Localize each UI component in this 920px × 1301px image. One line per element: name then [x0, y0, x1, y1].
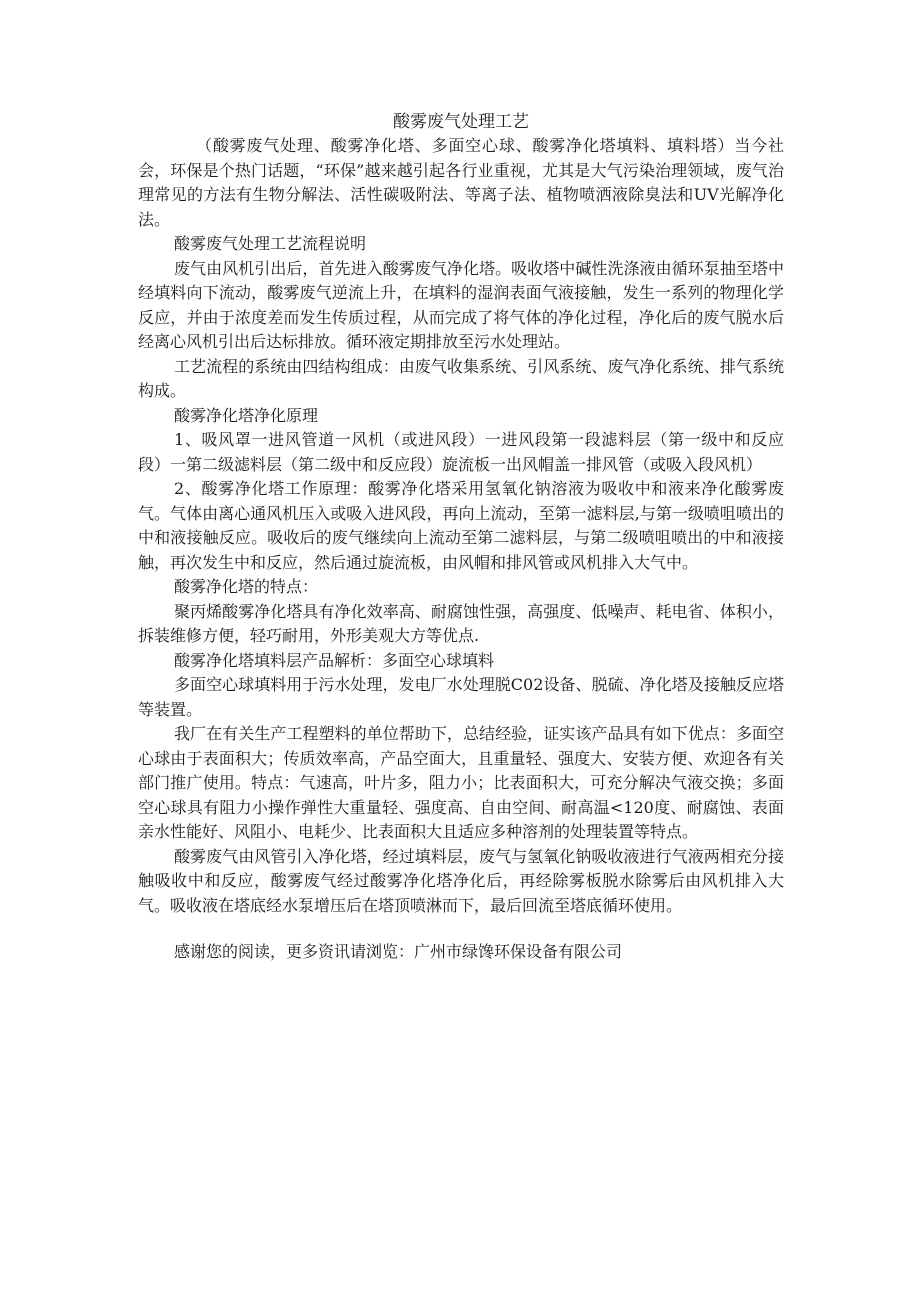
- features-paragraph-1: 聚丙烯酸雾净化塔具有净化效率高、耐腐蚀性强，高强度、低噪声、耗电省、体积小，拆装维修方便，轻巧耐用，外形美观大方等优点.: [138, 601, 784, 645]
- section-heading-packing: 酸雾净化塔填料层产品解析：多面空心球填料: [174, 650, 495, 670]
- section-heading-process: 酸雾废气处理工艺流程说明: [174, 234, 367, 253]
- closing-note: 感谢您的阅读，更多资讯请浏览：广州市绿馋环保设备有限公司: [174, 942, 623, 961]
- packing-paragraph-3: 酸雾废气由风管引入净化塔，经过填料层，废气与氢氧化钠吸收液进行气液两相充分接触吸收中和反应，酸雾废气经过酸雾净化塔净化后，再经除雾板脱水除雾后由风机排入大气。吸收液在塔底经水泵增压后在塔顶喷淋而下，最后回流至塔底循环使用。: [138, 846, 784, 915]
- principle-paragraph-2: 2、酸雾净化塔工作原理：酸雾净化塔采用氢氧化钠溶液为吸收中和液来净化酸雾废气。气体由离心通风机压入或吸入进风段，再向上流动，至第一滤料层,与第一级喷咀喷出的中和液接触反应。吸收后的废气继续向上流动至第二滤料层，与第二级喷咀喷出的中和液接触，再次发生中和反应，然后通过旋流板，由风帽和排风管或风机排入大气中。: [138, 479, 784, 572]
- intro-paragraph: （酸雾废气处理、酸雾净化塔、多面空心球、酸雾净化塔填料、填料塔）当今社会，环保是个热门话题，“环保”越来越引起各行业重视，尤其是大气污染治理领域，废气治理常见的方法有生物分解法、活性碳吸附法、等离子法、植物喷洒液除臭法和UV光解净化法。: [138, 136, 784, 229]
- document-title: 酸雾废气处理工艺: [393, 112, 529, 132]
- closing-spacer: [138, 918, 784, 940]
- process-paragraph-1: 废气由风机引出后，首先进入酸雾废气净化塔。吸收塔中碱性洗涤液由循环泵抽至塔中经填料向下流动，酸雾废气逆流上升，在填料的湿润表面气液接触，发生一系列的物理化学反应，并由于浓度差而发生传质过程，从而完成了将气体的净化过程，净化后的废气脱水后经离心风机引出后达标排放。循环液定期排放至污水处理站。: [138, 258, 784, 351]
- process-paragraph-2: 工艺流程的系统由四结构组成：由废气收集系统、引风系统、废气净化系统、排气系统构成。: [138, 356, 784, 400]
- principle-paragraph-1: 1、吸风罩一进风管道一风机（或进风段）一进风段第一段滤料层（第一级中和反应段）一第二级滤料层（第二级中和反应段）旋流板一出风帽盖一排风管（或吸入段风机）: [138, 430, 784, 474]
- section-heading-features: 酸雾净化塔的特点：: [174, 577, 319, 596]
- section-heading-principle: 酸雾净化塔净化原理: [174, 405, 319, 425]
- packing-paragraph-2: 我厂在有关生产工程塑料的单位帮助下，总结经验，证实该产品具有如下优点：多面空心球由于表面积大；传质效率高，产品空面大，且重量轻、强度大、安装方便、欢迎各有关部门推广使用。特点：气速高，叶片多，阻力小；比表面积大，可充分解决气液交换；多面空心球具有阻力小操作弹性大重量轻、强度高、自由空间、耐高温<120度、耐腐蚀、表面亲水性能好、风阻小、电耗少、比表面积大且适应多种溶剂的处理装置等特点。: [138, 724, 784, 841]
- packing-paragraph-1: 多面空心球填料用于污水处理，发电厂水处理脱C02设备、脱硫、净化塔及接触反应塔等装置。: [138, 675, 784, 719]
- document-page: [138, 110, 784, 965]
